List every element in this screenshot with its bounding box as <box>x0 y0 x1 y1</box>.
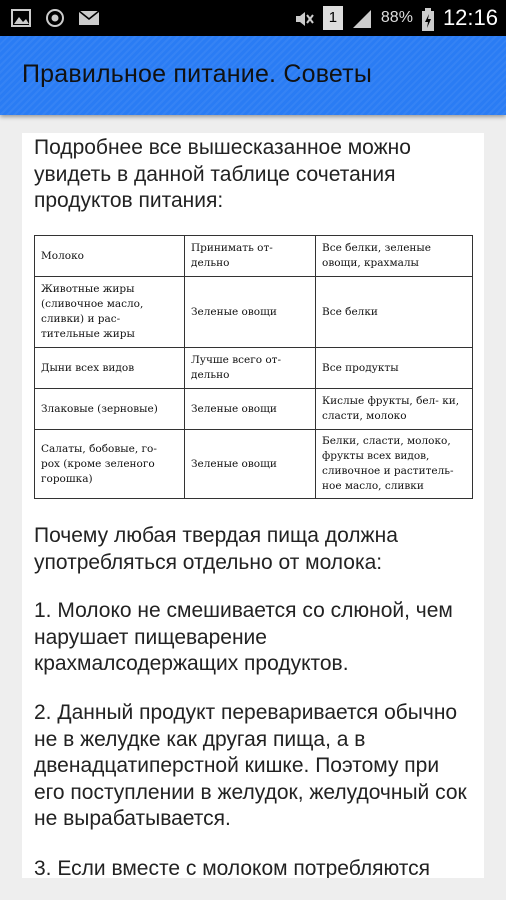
table-row <box>35 277 473 348</box>
sync-icon <box>44 8 66 28</box>
paragraph: 2. Данный продукт переваривается обычно не в желудке как другая пища, а в двенадцатиперстной кишке. Поэтому при его поступлении в желудок, желудочный сок не вырабатывается. <box>34 701 467 830</box>
table-row <box>35 430 473 499</box>
app-title: Правильное питание. Советы <box>22 60 372 88</box>
table-cell: Зеленые овощи <box>185 389 316 430</box>
table-cell: Животные жиры (сливочное масло, сливки) и рас- тительные жиры <box>35 277 185 348</box>
table-row <box>35 236 473 277</box>
intro-paragraph: Подробнее все вышесказанное можно увидеть в данной таблице сочетания продуктов питания: <box>34 136 411 212</box>
paragraph: 1. Молоко не смешивается со слюной, чем нарушает пищеварение крахмалсодержащих продуктов. <box>34 599 453 675</box>
table-cell: Белки, сласти, молоко, фрукты всех видов, сливочное и раститель- ное масло, сливки <box>316 430 473 499</box>
table-cell: Все белки <box>316 277 473 348</box>
image-icon <box>10 8 32 28</box>
sim-badge: 1 <box>323 6 343 30</box>
table-row <box>35 389 473 430</box>
table-cell: Зеленые овощи <box>185 430 316 499</box>
article-content[interactable] <box>22 133 484 878</box>
table-cell: Злаковые (зерновые) <box>35 389 185 430</box>
paragraph: 3. Если вместе с молоком потребляются <box>34 857 430 878</box>
mute-icon <box>293 8 315 28</box>
status-bar <box>0 0 506 36</box>
signal-icon <box>351 8 373 28</box>
battery-charging-icon <box>421 8 435 28</box>
table-cell: Лучше всего от- дельно <box>185 348 316 389</box>
table-cell: Кислые фрукты, бел- ки, сласти, молоко <box>316 389 473 430</box>
food-combination-table <box>34 235 473 499</box>
table-row <box>35 348 473 389</box>
table-cell: Салаты, бобовые, го- рох (кроме зеленого горошка) <box>35 430 185 499</box>
bottom-margin <box>0 878 506 900</box>
table-cell: Все белки, зеленые овощи, крахмалы <box>316 236 473 277</box>
app-bar <box>0 36 506 115</box>
clock: 12:16 <box>442 5 498 30</box>
mail-icon <box>78 8 100 28</box>
table-cell: Дыни всех видов <box>35 348 185 389</box>
paragraph: Почему любая твердая пища должна употребляться отдельно от молока: <box>34 524 398 574</box>
table-cell: Принимать от- дельно <box>185 236 316 277</box>
battery-percent: 88% <box>380 9 413 26</box>
table-cell: Зеленые овощи <box>185 277 316 348</box>
table-cell: Молоко <box>35 236 185 277</box>
table-cell: Все продукты <box>316 348 473 389</box>
